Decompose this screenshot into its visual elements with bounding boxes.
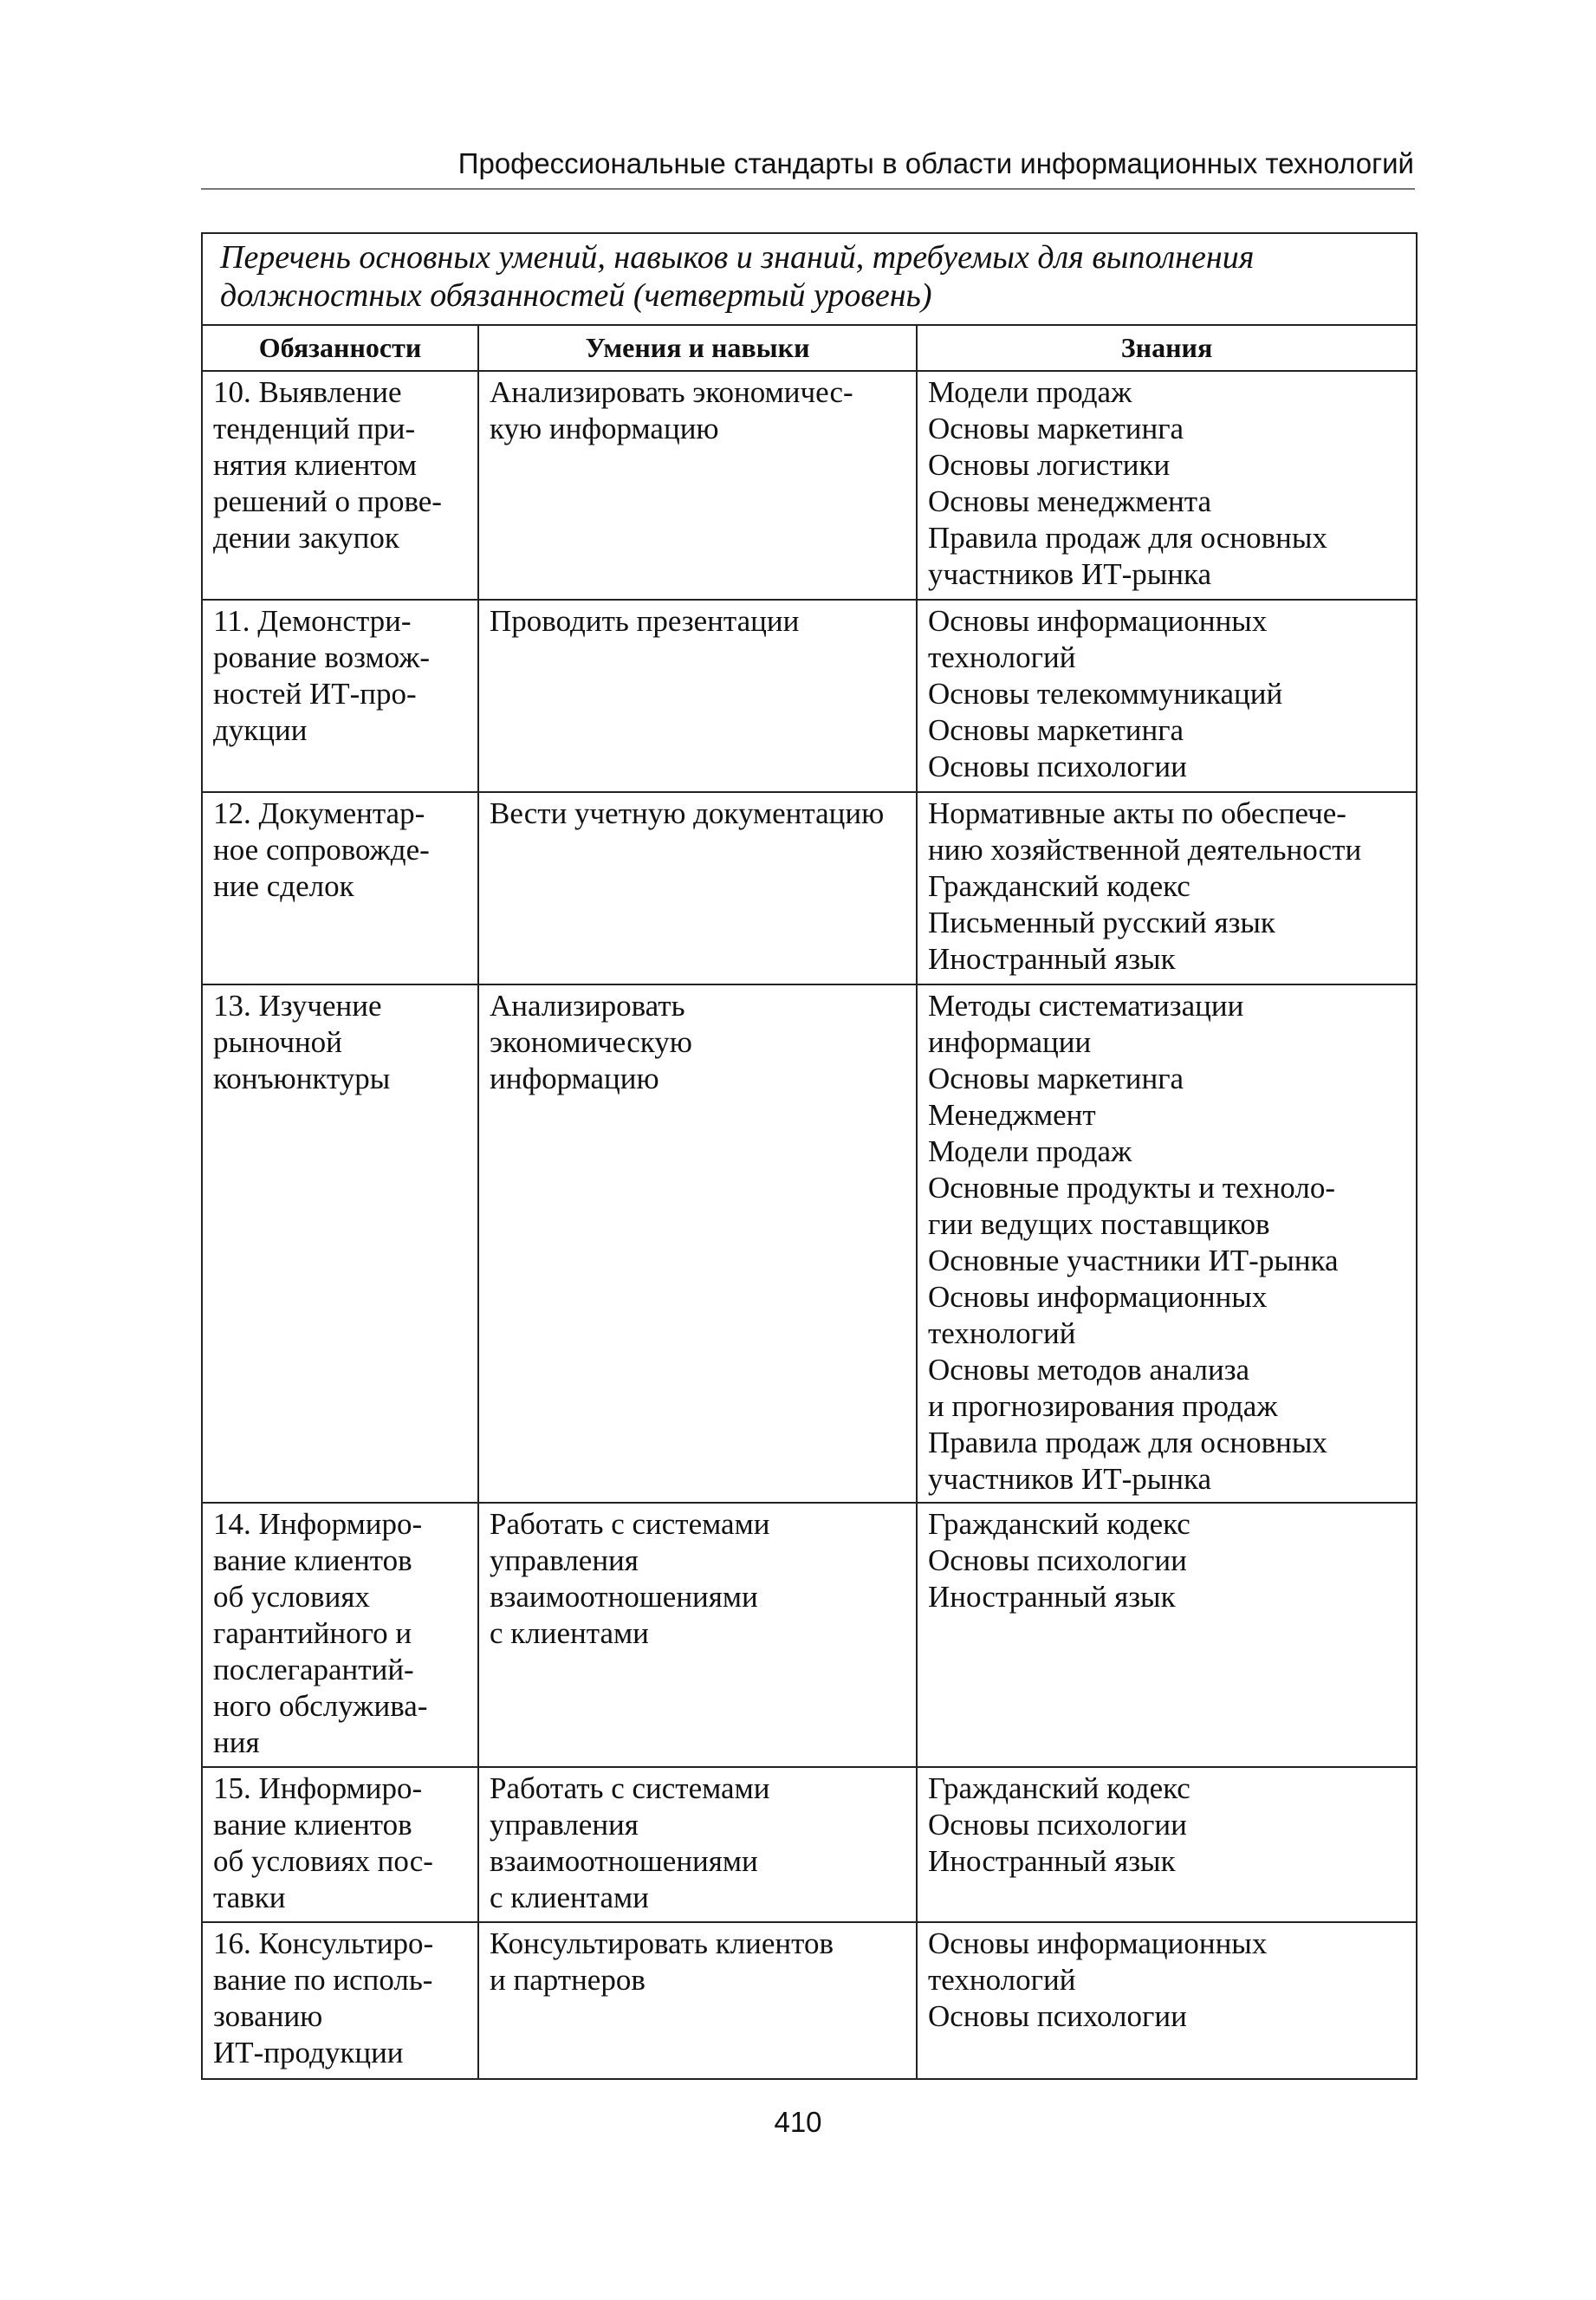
skills-line: Анализировать [490,989,685,1023]
table-title [202,233,1417,325]
skills-line: Вести учетную документацию [490,796,885,830]
knowledge-line: участников ИТ-рынка [928,1462,1211,1496]
knowledge-line: технологий [928,1963,1076,1997]
knowledge-line: Основы информационных [928,1926,1268,1960]
skills-line: экономическую [490,1025,692,1059]
skills-line: с клиентами [490,1616,649,1650]
knowledge-line: Основы психологии [928,1999,1187,2033]
cell-skills [478,1767,917,1922]
knowledge-line: и прогнозирования продаж [928,1389,1278,1423]
duty-line: 13. Изучение [213,989,382,1023]
skills-line: с клиентами [490,1881,649,1914]
knowledge-line: Основы логистики [928,448,1171,482]
knowledge-line: Основы маркетинга [928,412,1184,445]
cell-knowledge [917,371,1417,600]
knowledge-line: Менеджмент [928,1098,1096,1132]
cell-duty [202,1767,478,1922]
duty-line: ное сопровожде- [213,833,430,867]
knowledge-line: Основы методов анализа [928,1353,1250,1387]
duty-line: ния [213,1725,260,1759]
cell-duty [202,984,478,1503]
duty-line: гарантийного и [213,1616,412,1650]
knowledge-line: Основы информационных [928,604,1268,638]
column-header-duties: Обязанности [202,325,478,371]
skills-line: Работать с системами [490,1771,770,1805]
header-rule [201,188,1415,190]
knowledge-line: Модели продаж [928,375,1132,409]
duty-line: послегарантий- [213,1653,414,1686]
skills-line: Анализировать экономичес- [490,375,853,409]
cell-knowledge [917,792,1417,984]
table-row [202,792,1417,984]
duty-line: 12. Документар- [213,796,425,830]
knowledge-line: Методы систематизации [928,989,1244,1023]
duty-line: вание клиентов [213,1543,412,1577]
skills-line: Проводить презентации [490,604,800,638]
skills-line: Работать с системами [490,1507,770,1541]
duty-line: рыночной [213,1025,342,1059]
duty-line: дении закупок [213,521,399,555]
duty-line: ние сделок [213,869,354,903]
cell-duty [202,792,478,984]
table-title-line: Перечень основных умений, навыков и знаний, требуемых для выполнения [220,239,1255,276]
knowledge-line: Гражданский кодекс [928,1507,1191,1541]
duty-line: ного обслужива- [213,1689,428,1723]
cell-skills [478,1503,917,1767]
duty-line: нятия клиентом [213,448,417,482]
cell-knowledge [917,1922,1417,2079]
cell-duty [202,1503,478,1767]
knowledge-line: Иностранный язык [928,942,1176,976]
cell-knowledge [917,984,1417,1503]
skills-line: кую информацию [490,412,719,445]
knowledge-line: Основные продукты и техноло- [928,1171,1335,1205]
duty-line: ностей ИТ-про- [213,677,417,711]
cell-skills [478,792,917,984]
knowledge-line: Гражданский кодекс [928,869,1191,903]
knowledge-line: Основы маркетинга [928,713,1184,747]
skills-line: взаимоотношениями [490,1580,758,1614]
table-title-line: должностных обязанностей (четвертый уровень) [220,277,932,314]
duty-line: вание клиентов [213,1808,412,1842]
skills-line: Консультировать клиентов [490,1926,834,1960]
table-row [202,600,1417,792]
duty-line: 14. Информиро- [213,1507,423,1541]
duty-line: рование возмож- [213,640,431,674]
duty-line: тавки [213,1881,286,1914]
table-row [202,1922,1417,2079]
knowledge-line: Основные участники ИТ-рынка [928,1244,1339,1277]
knowledge-line: Правила продаж для основных [928,521,1327,555]
knowledge-line: Нормативные акты по обеспече- [928,796,1346,830]
duty-line: об условиях [213,1580,370,1614]
knowledge-line: технологий [928,1316,1076,1350]
cell-knowledge [917,1767,1417,1922]
knowledge-line: технологий [928,640,1076,674]
duty-line: тенденций при- [213,412,416,445]
skills-line: управления [490,1543,639,1577]
knowledge-line: Гражданский кодекс [928,1771,1191,1805]
cell-skills [478,371,917,600]
knowledge-line: информации [928,1025,1092,1059]
cell-knowledge [917,1503,1417,1767]
knowledge-line: Основы менеджмента [928,484,1211,518]
duties-table [201,232,1418,2080]
column-header-skills: Умения и навыки [478,325,917,371]
cell-skills [478,600,917,792]
skills-line: управления [490,1808,639,1842]
cell-knowledge [917,600,1417,792]
duty-line: 10. Выявление [213,375,402,409]
skills-line: взаимоотношениями [490,1844,758,1878]
skills-line: информацию [490,1062,659,1095]
knowledge-line: Основы психологии [928,750,1187,783]
duty-line: 11. Демонстри- [213,604,412,638]
knowledge-line: Основы психологии [928,1808,1187,1842]
duty-line: об условиях пос- [213,1844,433,1878]
duty-line: вание по исполь- [213,1963,433,1997]
cell-duty [202,371,478,600]
knowledge-line: участников ИТ-рынка [928,557,1211,591]
skills-line: и партнеров [490,1963,646,1997]
duty-line: конъюнктуры [213,1062,391,1095]
table-row [202,371,1417,600]
knowledge-line: нию хозяйственной деятельности [928,833,1362,867]
duty-line: дукции [213,713,308,747]
knowledge-line: Иностранный язык [928,1844,1176,1878]
cell-skills [478,1922,917,2079]
cell-skills [478,984,917,1503]
table-row [202,984,1417,1503]
duty-line: 16. Консультиро- [213,1926,434,1960]
knowledge-line: Модели продаж [928,1134,1132,1168]
knowledge-line: Основы телекоммуникаций [928,677,1283,711]
cell-duty [202,600,478,792]
knowledge-line: Правила продаж для основных [928,1426,1327,1459]
column-header-knowledge: Знания [917,325,1417,371]
knowledge-line: Иностранный язык [928,1580,1176,1614]
duty-line: решений о прове- [213,484,442,518]
cell-duty [202,1922,478,2079]
table-row [202,1767,1417,1922]
duty-line: ИТ-продукции [213,2036,404,2069]
knowledge-line: Письменный русский язык [928,906,1275,939]
knowledge-line: Основы маркетинга [928,1062,1184,1095]
duty-line: 15. Информиро- [213,1771,423,1805]
running-head: Профессиональные стандарты в области информационных технологий [457,147,1414,179]
page-number: 410 [774,2106,822,2138]
knowledge-line: Основы информационных [928,1280,1268,1314]
duty-line: зованию [213,1999,323,2033]
knowledge-line: Основы психологии [928,1543,1187,1577]
knowledge-line: гии ведущих поставщиков [928,1207,1270,1241]
table-row [202,1503,1417,1767]
